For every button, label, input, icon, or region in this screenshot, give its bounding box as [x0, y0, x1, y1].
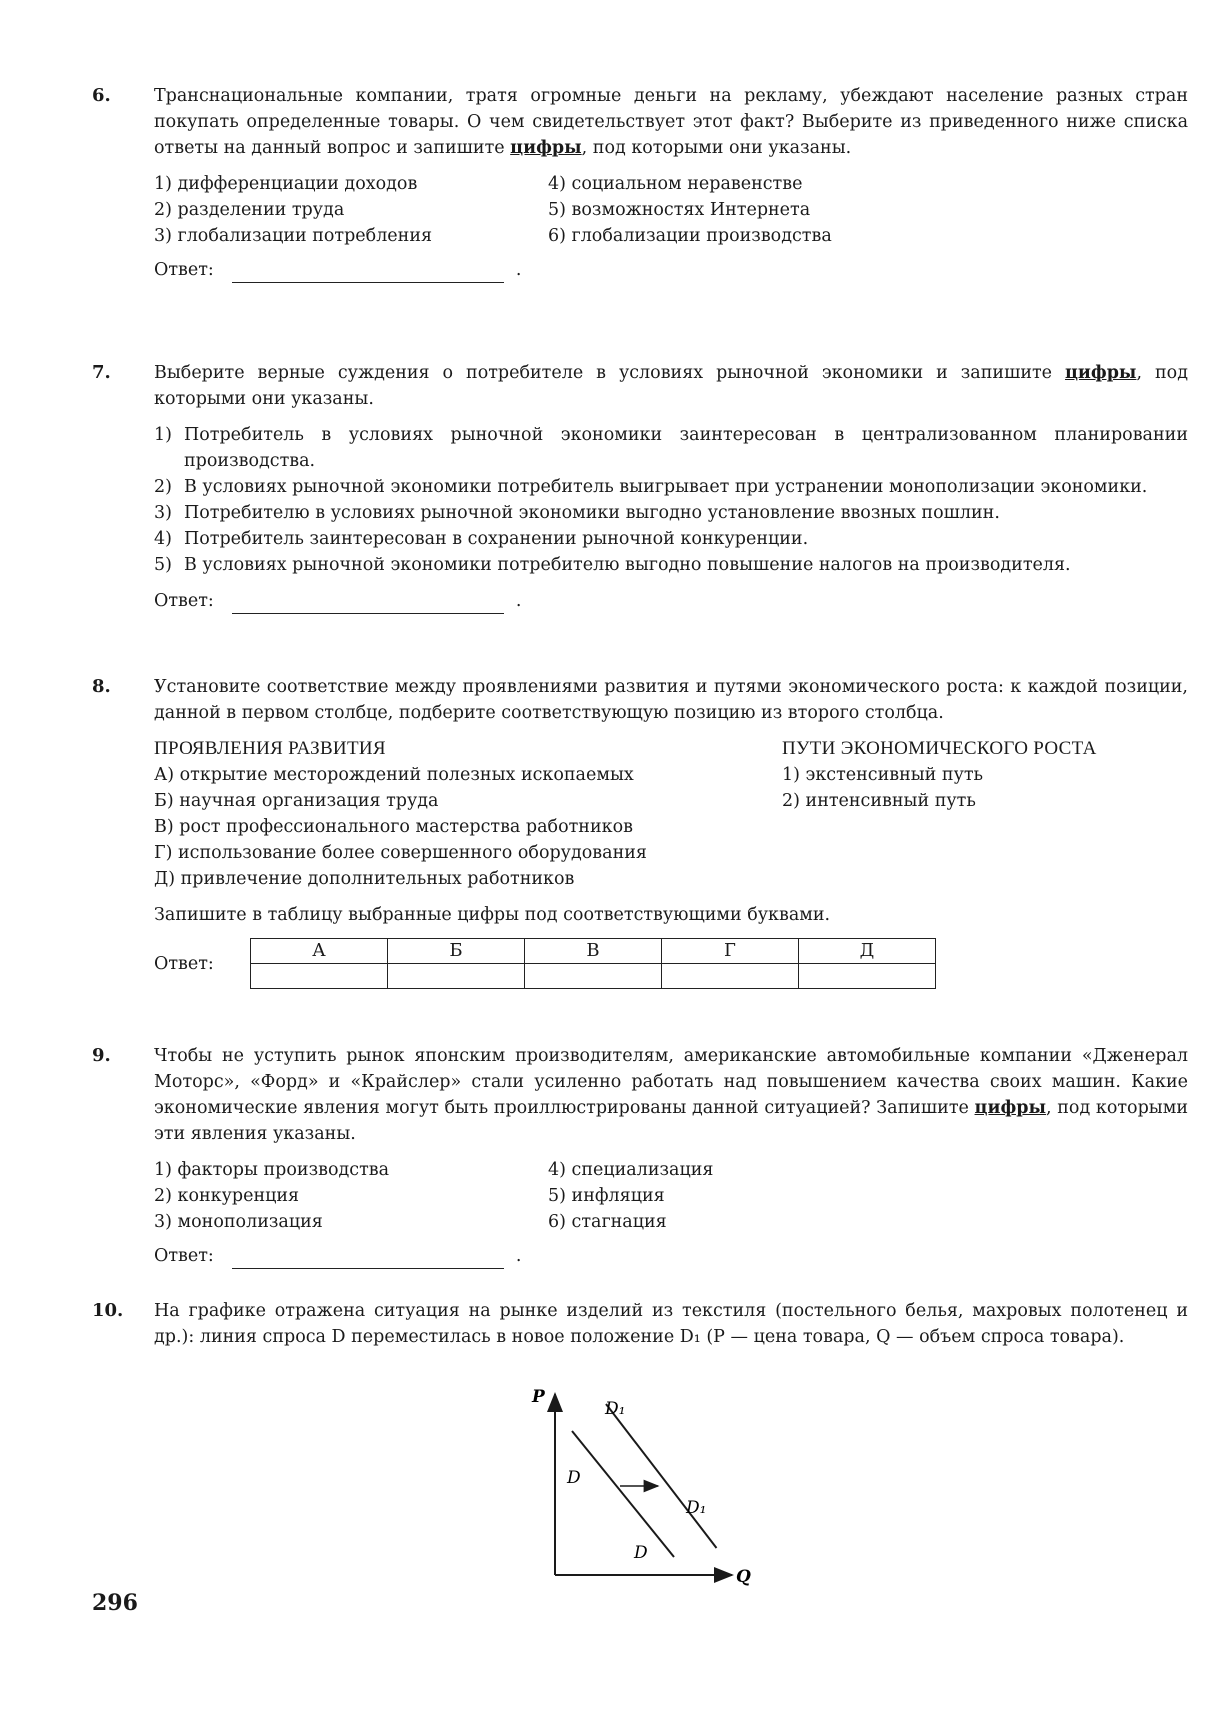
- option: 6) глобализации производства: [548, 226, 832, 246]
- left-item: Д) привлечение дополнительных работников: [154, 869, 575, 889]
- answer-table-row: [154, 938, 1188, 989]
- table-header-b: Б: [388, 939, 525, 964]
- question-8: [92, 674, 1188, 989]
- list-item: 3) Потребителю в условиях рыночной экономики выгодно установление ввозных пошлин.: [154, 503, 1000, 523]
- answer-line[interactable]: [232, 1250, 504, 1269]
- table-answer-cell[interactable]: [525, 964, 662, 989]
- option: 6) стагнация: [548, 1212, 667, 1232]
- question-9: [92, 1043, 1188, 1269]
- series-label-d-upper: D: [567, 1468, 581, 1488]
- answer-table: [250, 938, 936, 989]
- table-answer-cell[interactable]: [799, 964, 936, 989]
- left-item: В) рост профессионального мастерства работников: [154, 817, 633, 837]
- table-answer-cell[interactable]: [388, 964, 525, 989]
- demand-line-d1: [606, 1404, 717, 1548]
- question-number: 10.: [92, 1300, 124, 1321]
- table-answer-cell[interactable]: [251, 964, 388, 989]
- list-item: 4) Потребитель заинтересован в сохранении рыночной конкуренции.: [154, 529, 809, 549]
- answer-line[interactable]: [232, 264, 504, 283]
- option: 2) разделении труда: [154, 200, 345, 220]
- options: [154, 171, 1188, 249]
- list-item: 2) В условиях рыночной экономики потребитель выигрывает при устранении монополизации экономики.: [154, 477, 1148, 497]
- question-text: На графике отражена ситуация на рынке изделий из текстиля (постельного белья, махровых полотенец и др.): линия спроса D переместилась в новое положение D₁ (P — цена товара, Q — объем спроса товара).: [154, 1301, 1188, 1347]
- question-number: 7.: [92, 362, 111, 383]
- question-text: Транснациональные компании, тратя огромные деньги на рекламу, убеждают население разных стран покупать определенные товары. О чем свидетельствует этот факт? Выберите из приведенного ниже списка ответы на данный вопрос и запишите цифры, под которыми они указаны.: [154, 86, 1188, 158]
- list-item: 5) В условиях рыночной экономики потребителю выгодно повышение налогов на производителя.: [154, 555, 1071, 575]
- answer-field: Ответ: .: [154, 257, 1188, 283]
- table-header-d: Д: [799, 939, 936, 964]
- answer-label: Ответ:: [154, 591, 214, 611]
- left-item: Б) научная организация труда: [154, 791, 439, 811]
- answer-field: Ответ: .: [154, 588, 1188, 614]
- question-6: [92, 83, 1188, 283]
- question-text: Выберите верные суждения о потребителе в условиях рыночной экономики и запишите цифры, под которыми они указаны.: [154, 363, 1188, 409]
- option: 1) факторы производства: [154, 1160, 390, 1180]
- series-label-d1-upper: D₁: [605, 1399, 626, 1419]
- emphasis-digits: цифры: [974, 1098, 1047, 1118]
- demand-line-d: [572, 1431, 674, 1557]
- option: 3) монополизация: [154, 1212, 323, 1232]
- series-label-d1-lower: D₁: [686, 1498, 707, 1518]
- left-item: А) открытие месторождений полезных ископаемых: [154, 765, 634, 785]
- option: 3) глобализации потребления: [154, 226, 433, 246]
- judgement-list: [154, 422, 1188, 578]
- option: 4) социальном неравенстве: [548, 174, 803, 194]
- emphasis-digits: цифры: [510, 138, 582, 158]
- right-item: 1) экстенсивный путь: [782, 765, 984, 785]
- question-7: [92, 360, 1188, 614]
- table-header-v: В: [525, 939, 662, 964]
- left-column-header: ПРОЯВЛЕНИЯ РАЗВИТИЯ: [154, 738, 386, 759]
- emphasis-digits: цифры: [1065, 363, 1137, 383]
- x-axis-label: Q: [736, 1567, 751, 1587]
- question-number: 9.: [92, 1045, 111, 1066]
- option: 5) возможностях Интернета: [548, 200, 811, 220]
- question-number: 6.: [92, 85, 111, 106]
- option: 5) инфляция: [548, 1186, 665, 1206]
- table-header-g: Г: [662, 939, 799, 964]
- list-item: 1) Потребитель в условиях рыночной экономики заинтересован в централизованном планировании производства.: [154, 425, 1188, 471]
- table-instruction: Запишите в таблицу выбранные цифры под соответствующими буквами.: [154, 905, 831, 925]
- left-item: Г) использование более совершенного оборудования: [154, 843, 647, 863]
- answer-label: Ответ:: [154, 260, 214, 280]
- answer-label: Ответ:: [154, 953, 214, 974]
- question-text: Установите соответствие между проявлениями развития и путями экономического роста: к каждой позиции, данной в первом столбце, подберите соответствующую позицию из второго столбца.: [154, 677, 1188, 723]
- right-column-header: ПУТИ ЭКОНОМИЧЕСКОГО РОСТА: [782, 738, 1097, 759]
- option: 1) дифференциации доходов: [154, 174, 418, 194]
- series-label-d-lower: D: [634, 1543, 648, 1563]
- answer-label: Ответ:: [154, 1246, 214, 1266]
- right-item: 2) интенсивный путь: [782, 791, 976, 811]
- question-number: 8.: [92, 676, 111, 697]
- y-axis-label: P: [532, 1387, 545, 1407]
- demand-chart: [510, 1380, 770, 1600]
- matching-columns: [154, 736, 1188, 892]
- table-answer-cell[interactable]: [662, 964, 799, 989]
- option: 4) специализация: [548, 1160, 714, 1180]
- option: 2) конкуренция: [154, 1186, 300, 1206]
- question-10: [92, 1298, 1188, 1350]
- options: [154, 1157, 1188, 1235]
- question-text: Чтобы не уступить рынок японским производителям, американские автомобильные компании «Дженерал Моторс», «Форд» и «Крайслер» стали усиленно работать над повышением качества своих машин. Какие экономические явления могут быть проиллюстрированы данной ситуацией? Запишите цифры, под которыми эти явления указаны.: [154, 1046, 1188, 1144]
- page-number: 296: [92, 1590, 138, 1616]
- table-header-a: А: [251, 939, 388, 964]
- answer-field: Ответ: .: [154, 1243, 1188, 1269]
- answer-line[interactable]: [232, 595, 504, 614]
